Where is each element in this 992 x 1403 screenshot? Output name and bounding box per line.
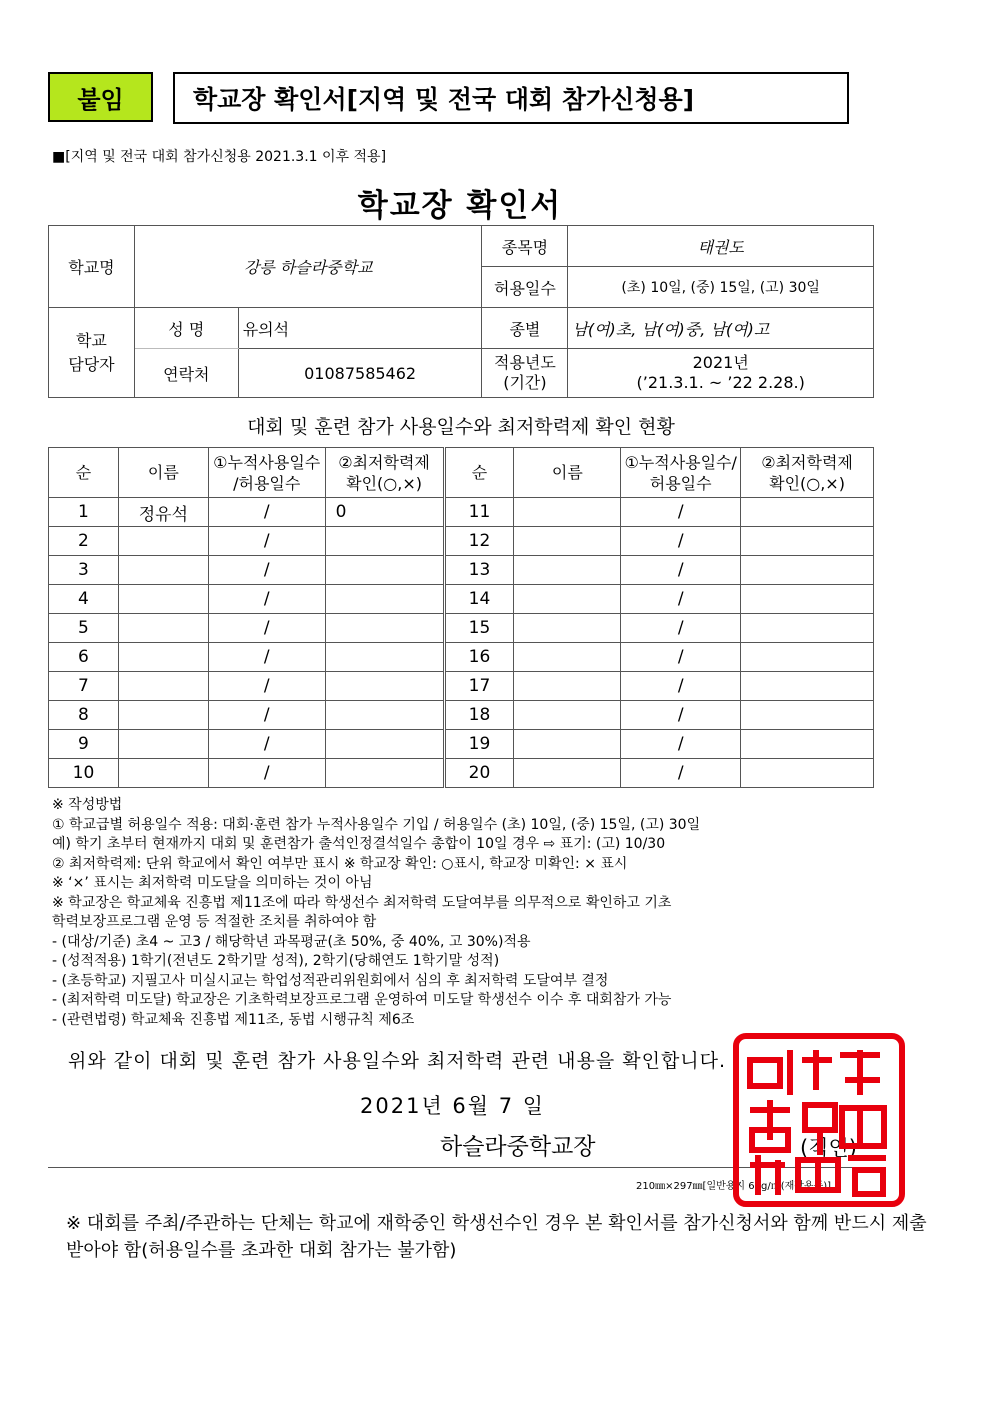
row-days: / bbox=[208, 672, 325, 701]
row-no: 1 bbox=[49, 498, 119, 527]
row-name bbox=[118, 672, 208, 701]
row-check: 0 bbox=[325, 498, 444, 527]
table-row bbox=[49, 614, 874, 643]
contact-label-line2: 담당자 bbox=[68, 354, 115, 374]
row-days: / bbox=[208, 498, 325, 527]
row-check-right bbox=[741, 759, 874, 788]
official-seal-icon bbox=[730, 1030, 908, 1210]
row-name-right bbox=[514, 527, 621, 556]
year-value-year: 2021년 bbox=[692, 353, 749, 372]
year-value bbox=[568, 349, 874, 398]
row-days-right: / bbox=[621, 759, 741, 788]
note-line: - (대상/기준) 초4 ~ 고3 / 해당학년 과목평균(초 50%, 중 40%, 고 30%)적용 bbox=[52, 933, 531, 950]
row-name bbox=[118, 556, 208, 585]
row-no: 2 bbox=[49, 527, 119, 556]
row-name bbox=[118, 759, 208, 788]
event-value: 태권도 bbox=[568, 226, 874, 267]
row-check bbox=[325, 672, 444, 701]
row-no-right: 20 bbox=[444, 759, 514, 788]
row-no-right: 15 bbox=[444, 614, 514, 643]
section-title: 대회 및 훈련 참가 사용일수와 최저학력제 확인 현황 bbox=[247, 416, 675, 438]
days-value: (초) 10일, (중) 15일, (고) 30일 bbox=[568, 267, 874, 308]
row-check-right bbox=[741, 527, 874, 556]
row-name bbox=[118, 527, 208, 556]
row-check-right bbox=[741, 556, 874, 585]
note-line: - (성적적용) 1학기(전년도 2학기말 성적), 2학기(당해연도 1학기말 성적) bbox=[52, 953, 500, 969]
header-no-right: 순 bbox=[444, 448, 514, 498]
row-no-right: 12 bbox=[444, 527, 514, 556]
note-line: 예) 학기 초부터 현재까지 대회 및 훈련참가 출석인정결석일수 총합이 10일 경우 ⇨ 표기: (고) 10/30 bbox=[52, 836, 666, 852]
row-check bbox=[325, 730, 444, 759]
header-days bbox=[208, 448, 325, 498]
table-header-row bbox=[49, 448, 874, 498]
row-days-right: / bbox=[621, 614, 741, 643]
row-days-right: / bbox=[621, 498, 741, 527]
row-no-right: 18 bbox=[444, 701, 514, 730]
note-line: - (최저학력 미도달) 학교장은 기초학력보장프로그램 운영하여 미도달 학생선수 이수 후 대회참가 가능 bbox=[52, 992, 672, 1008]
row-check-right bbox=[741, 585, 874, 614]
row-days: / bbox=[208, 730, 325, 759]
gender-value: 남(여)초, 남(여)중, 남(여)고 bbox=[568, 308, 874, 349]
row-no: 6 bbox=[49, 643, 119, 672]
row-name-right bbox=[514, 556, 621, 585]
final-notice: ※ 대회를 주최/주관하는 단체는 학교에 재학중인 학생선수인 경우 본 확인서를 참가신청서와 함께 반드시 제출받아야 함(허용일수를 초과한 대회 참가는 불가함) bbox=[66, 1213, 927, 1261]
header-check-line2: 확인(○,×) bbox=[346, 473, 422, 493]
row-name-right bbox=[514, 730, 621, 759]
row-days: / bbox=[208, 527, 325, 556]
seal-label: (직인) bbox=[800, 1136, 857, 1160]
row-name bbox=[118, 585, 208, 614]
row-name: 정유석 bbox=[118, 498, 208, 527]
row-no: 4 bbox=[49, 585, 119, 614]
table-row bbox=[49, 585, 874, 614]
row-check bbox=[325, 701, 444, 730]
school-label: 학교명 bbox=[49, 226, 135, 308]
row-days-right: / bbox=[621, 585, 741, 614]
issue-date: 2021년 6월 7 일 bbox=[360, 1094, 546, 1118]
table-row bbox=[49, 759, 874, 788]
row-no: 7 bbox=[49, 672, 119, 701]
row-name bbox=[118, 730, 208, 759]
table-row bbox=[49, 498, 874, 527]
table-row bbox=[49, 730, 874, 759]
row-days-right: / bbox=[621, 643, 741, 672]
header-days-right-line2: 허용일수 bbox=[649, 473, 712, 493]
row-check-right bbox=[741, 730, 874, 759]
note-line: ※ 학교장은 학교체육 진흥법 제11조에 따라 학생선수 최저학력 도달여부를 의무적으로 확인하고 기초 bbox=[52, 894, 672, 911]
note-line: - (관련법령) 학교체육 진흥법 제11조, 동법 시행규칙 제6조 bbox=[52, 1011, 415, 1028]
row-days-right: / bbox=[621, 527, 741, 556]
phone-value: 01087585462 bbox=[238, 349, 482, 398]
row-no-right: 11 bbox=[444, 498, 514, 527]
name-label: 성 명 bbox=[134, 308, 238, 349]
document-header-title: 학교장 확인서[지역 및 전국 대회 참가신청용] bbox=[173, 72, 849, 124]
row-name bbox=[118, 701, 208, 730]
year-value-period: (’21.3.1. ~ ’22 2.28.) bbox=[636, 373, 805, 392]
row-no: 8 bbox=[49, 701, 119, 730]
row-no: 10 bbox=[49, 759, 119, 788]
row-no: 3 bbox=[49, 556, 119, 585]
contact-label-line1: 학교 bbox=[75, 330, 107, 350]
table-row bbox=[49, 527, 874, 556]
header-days-right bbox=[621, 448, 741, 498]
row-days: / bbox=[208, 643, 325, 672]
row-check-right bbox=[741, 614, 874, 643]
header-days-line1: ①누적사용일수 bbox=[213, 452, 321, 472]
row-name-right bbox=[514, 759, 621, 788]
row-days-right: / bbox=[621, 672, 741, 701]
note-line: ① 학교급별 허용일수 적용: 대회·훈련 참가 누적사용일수 기입 / 허용일수 (초) 10일, (중) 15일, (고) 30일 bbox=[52, 816, 701, 833]
year-label-line1: 적용년도 bbox=[494, 353, 556, 372]
principal-title: 하슬라중학교장 bbox=[440, 1134, 596, 1160]
row-no-right: 13 bbox=[444, 556, 514, 585]
attachment-tag: 붙임 bbox=[48, 72, 153, 122]
row-no: 5 bbox=[49, 614, 119, 643]
contact-label bbox=[49, 308, 135, 398]
row-name-right bbox=[514, 614, 621, 643]
row-name bbox=[118, 643, 208, 672]
gender-label: 종별 bbox=[482, 308, 568, 349]
note-line: ※ 작성방법 bbox=[52, 797, 123, 813]
instructions bbox=[52, 796, 892, 1030]
header-check-right-line2: 확인(○,×) bbox=[769, 473, 845, 493]
row-check-right bbox=[741, 498, 874, 527]
info-table bbox=[48, 225, 874, 398]
year-label-line2: (기간) bbox=[503, 373, 547, 392]
days-label: 허용일수 bbox=[482, 267, 568, 308]
header-days-line2: /허용일수 bbox=[233, 473, 301, 493]
row-name bbox=[118, 614, 208, 643]
year-label bbox=[482, 349, 568, 398]
row-name-right bbox=[514, 643, 621, 672]
header-check-right-line1: ②최저학력제 bbox=[761, 452, 853, 472]
phone-label: 연락처 bbox=[134, 349, 238, 398]
applicability-note: ■[지역 및 전국 대회 참가신청용 2021.3.1 이후 적용] bbox=[52, 149, 387, 165]
header-check bbox=[325, 448, 444, 498]
row-check-right bbox=[741, 701, 874, 730]
page-title: 학교장 확인서 bbox=[357, 188, 563, 224]
row-days-right: / bbox=[621, 556, 741, 585]
row-no-right: 16 bbox=[444, 643, 514, 672]
row-check bbox=[325, 759, 444, 788]
row-check bbox=[325, 614, 444, 643]
row-no: 9 bbox=[49, 730, 119, 759]
table-row bbox=[49, 643, 874, 672]
row-days-right: / bbox=[621, 730, 741, 759]
row-check-right bbox=[741, 672, 874, 701]
confirmation-statement: 위와 같이 대회 및 훈련 참가 사용일수와 최저학력 관련 내용을 확인합니다. bbox=[68, 1050, 727, 1072]
row-check bbox=[325, 643, 444, 672]
row-name-right bbox=[514, 701, 621, 730]
header-name: 이름 bbox=[118, 448, 208, 498]
name-value: 유의석 bbox=[238, 308, 482, 349]
row-days-right: / bbox=[621, 701, 741, 730]
row-days: / bbox=[208, 759, 325, 788]
participation-table bbox=[48, 447, 874, 788]
row-check bbox=[325, 556, 444, 585]
table-row bbox=[49, 701, 874, 730]
note-line: 학력보장프로그램 운영 등 적절한 조치를 취하여야 함 bbox=[52, 914, 377, 930]
event-label: 종목명 bbox=[482, 226, 568, 267]
row-check-right bbox=[741, 643, 874, 672]
row-no-right: 19 bbox=[444, 730, 514, 759]
row-days: / bbox=[208, 701, 325, 730]
row-name-right bbox=[514, 672, 621, 701]
note-line: ② 최저학력제: 단위 학교에서 확인 여부만 표시 ※ 학교장 확인: ○표시, 학교장 미확인: × 표시 bbox=[52, 855, 628, 872]
row-name-right bbox=[514, 498, 621, 527]
table-row bbox=[49, 556, 874, 585]
header-no: 순 bbox=[49, 448, 119, 498]
row-days: / bbox=[208, 614, 325, 643]
header-name-right: 이름 bbox=[514, 448, 621, 498]
row-no-right: 17 bbox=[444, 672, 514, 701]
row-days: / bbox=[208, 556, 325, 585]
header-check-line1: ②최저학력제 bbox=[338, 452, 430, 472]
table-row bbox=[49, 672, 874, 701]
note-line: - (초등학교) 지필고사 미실시교는 학업성적관리위원회에서 심의 후 최저학력 도달여부 결정 bbox=[52, 972, 609, 989]
header-days-right-line1: ①누적사용일수/ bbox=[624, 452, 737, 472]
paper-spec: 210㎜×297㎜[일반용지 60g/㎡(재활용품)] bbox=[636, 1181, 832, 1192]
row-name-right bbox=[514, 585, 621, 614]
row-days: / bbox=[208, 585, 325, 614]
row-check bbox=[325, 585, 444, 614]
row-check bbox=[325, 527, 444, 556]
row-no-right: 14 bbox=[444, 585, 514, 614]
note-line: ※ ‘×’ 표시는 최저학력 미도달을 의미하는 것이 아님 bbox=[52, 875, 373, 891]
header-check-right bbox=[741, 448, 874, 498]
school-value: 강릉 하슬라중학교 bbox=[134, 226, 482, 308]
